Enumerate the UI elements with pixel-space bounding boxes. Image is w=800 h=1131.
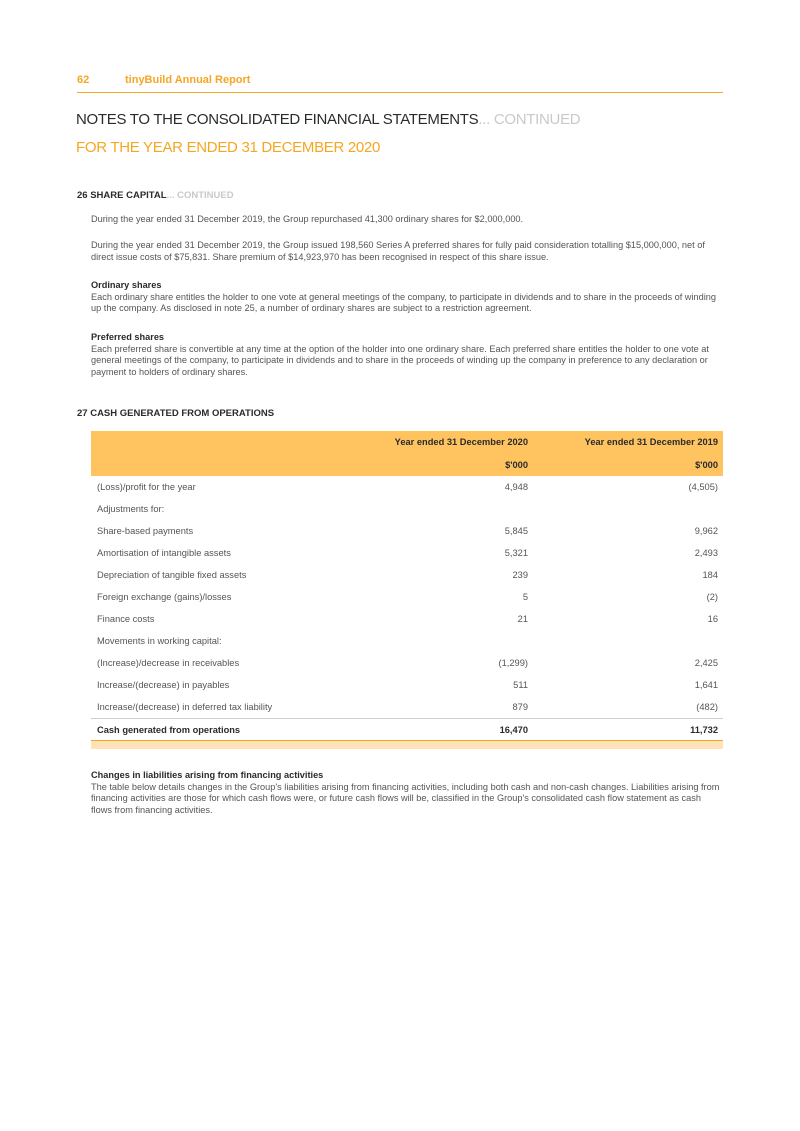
table-total-row xyxy=(91,718,723,741)
column-header-2020: Year ended 31 December 2020 xyxy=(394,437,528,447)
row-value-2019: 1,641 xyxy=(694,680,718,690)
preferred-shares-heading: Preferred shares xyxy=(91,332,165,342)
row-label: Foreign exchange (gains)/losses xyxy=(97,592,232,602)
page-header xyxy=(77,74,723,93)
row-value-2020: 239 xyxy=(512,570,528,580)
row-value-2020: (1,299) xyxy=(498,658,528,668)
row-value-2019: (4,505) xyxy=(688,482,718,492)
row-label: Share-based payments xyxy=(97,526,194,536)
row-label: Finance costs xyxy=(97,614,155,624)
table-row xyxy=(91,674,723,696)
table-row xyxy=(91,696,723,718)
cash-generated-table xyxy=(91,431,723,749)
financing-activities-block xyxy=(91,770,723,816)
table-row xyxy=(91,586,723,608)
table-row xyxy=(91,498,723,520)
row-value-2019: (2) xyxy=(706,592,718,602)
table-row xyxy=(91,564,723,586)
column-unit-2020: $'000 xyxy=(505,460,528,470)
page-subtitle: FOR THE YEAR ENDED 31 DECEMBER 2020 xyxy=(76,139,381,156)
section-heading-share-capital xyxy=(77,190,234,201)
table-row xyxy=(91,520,723,542)
row-label: (Increase)/decrease in receivables xyxy=(97,658,240,668)
row-value-2019: 9,962 xyxy=(694,526,718,536)
preferred-shares-text: Each preferred share is convertible at any time at the option of the holder into one ordinary share. Each preferred share entitles the holder to one vote at general meetings of the company, to participate in dividends and to share in the proceeds of winding up the company in preference to any declaration or payment to holders of ordinary shares. xyxy=(91,343,709,377)
ordinary-shares-text: Each ordinary share entitles the holder to one vote at general meetings of the company, to participate in dividends and to share in the proceeds of winding up the company. As disclosed in note 25, a number of ordinary shares are subject to a restriction agreement. xyxy=(91,291,716,313)
financing-activities-heading: Changes in liabilities arising from financing activities xyxy=(91,770,324,780)
page-number: 62 xyxy=(77,74,90,86)
total-label: Cash generated from operations xyxy=(97,725,241,735)
row-value-2020: 5,321 xyxy=(504,548,528,558)
row-value-2020: 879 xyxy=(512,702,528,712)
section-heading-cash-generated: 27 CASH GENERATED FROM OPERATIONS xyxy=(77,408,275,419)
row-value-2019: 184 xyxy=(702,570,718,580)
row-label: Increase/(decrease) in payables xyxy=(97,680,230,690)
column-header-2019: Year ended 31 December 2019 xyxy=(584,437,718,447)
financing-activities-text: The table below details changes in the Group's liabilities arising from financing activities, including both cash and non-cash changes. Liabilities arising from financing activities are those for which cash flows were, or future cash flows will be, classified in the Group's consolidated cash flow statement as cash flows from financing activities. xyxy=(91,781,720,815)
ordinary-shares-block xyxy=(91,280,723,315)
row-label: Increase/(decrease) in deferred tax liability xyxy=(97,702,273,712)
report-title: tinyBuild Annual Report xyxy=(125,74,251,86)
share-repurchase-paragraph: During the year ended 31 December 2019, the Group repurchased 41,300 ordinary shares for $2,000,000. xyxy=(91,214,524,224)
table-row xyxy=(91,652,723,674)
table-row xyxy=(91,542,723,564)
total-value-2020: 16,470 xyxy=(499,725,528,735)
row-value-2019: 2,425 xyxy=(694,658,718,668)
row-label: Adjustments for: xyxy=(97,504,165,514)
column-unit-2019: $'000 xyxy=(695,460,718,470)
share-capital-heading-text: 26 SHARE CAPITAL xyxy=(77,190,167,201)
row-label: Depreciation of tangible fixed assets xyxy=(97,570,247,580)
row-label: Amortisation of intangible assets xyxy=(97,548,231,558)
page-title-text: NOTES TO THE CONSOLIDATED FINANCIAL STATEMENTS xyxy=(76,111,479,128)
row-label: Movements in working capital: xyxy=(97,636,222,646)
share-capital-heading-continued: ... CONTINUED xyxy=(166,190,234,201)
row-value-2019: 2,493 xyxy=(694,548,718,558)
row-value-2020: 5,845 xyxy=(504,526,528,536)
ordinary-shares-heading: Ordinary shares xyxy=(91,280,162,290)
total-value-2019: 11,732 xyxy=(690,725,718,735)
page-title-continued: ... CONTINUED xyxy=(478,111,581,128)
table-header xyxy=(91,431,723,476)
page-title xyxy=(76,111,580,128)
row-value-2020: 511 xyxy=(513,680,528,690)
table-row xyxy=(91,476,723,498)
row-value-2019: 16 xyxy=(707,614,718,624)
row-value-2020: 21 xyxy=(517,614,528,624)
table-row xyxy=(91,630,723,652)
row-value-2020: 5 xyxy=(522,592,528,602)
row-value-2019: (482) xyxy=(696,702,718,712)
table-footer-band xyxy=(91,741,723,749)
preferred-issue-paragraph: During the year ended 31 December 2019, the Group issued 198,560 Series A preferred shares for fully paid consideration totalling $15,000,000, net of direct issue costs of $75,831. Share premium of $14,923,970 has been recognised in respect of this share issue. xyxy=(91,240,705,262)
table-row xyxy=(91,608,723,630)
row-value-2020: 4,948 xyxy=(504,482,528,492)
row-label: (Loss)/profit for the year xyxy=(97,482,196,492)
preferred-shares-block xyxy=(91,332,723,378)
